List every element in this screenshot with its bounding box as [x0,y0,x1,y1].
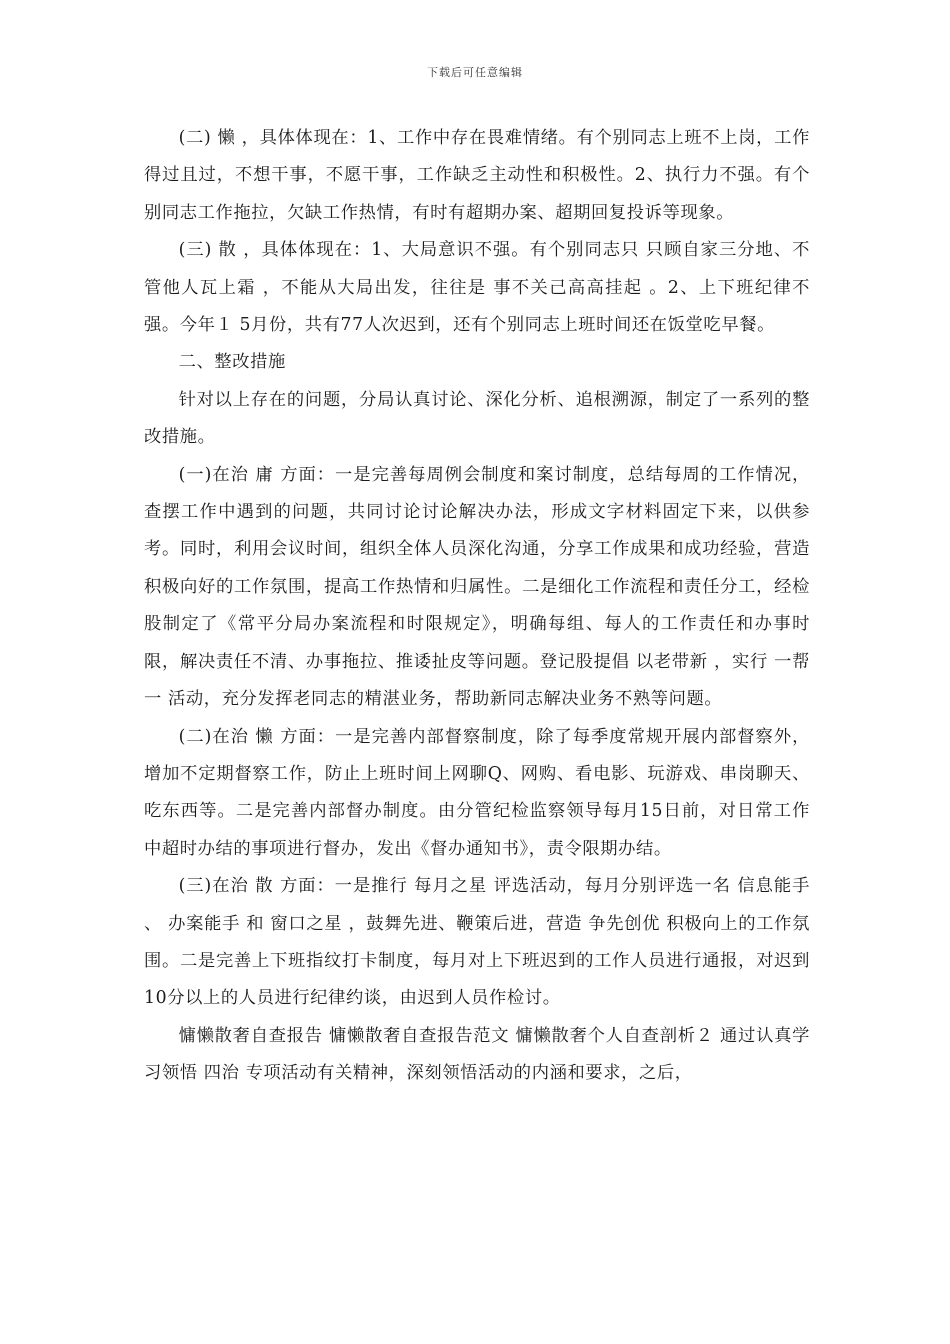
page-header: 下载后可任意编辑 [427,66,523,79]
paragraph-scattered-issue: (三) 散 ，具体体现在：1、大局意识不强。有个别同志只 只顾自家三分地、不管他人瓦上霜 ，不能从大局出发，往往是 事不关己高高挂起 。2、上下班纪律不强。今年１ 5月份，共有77人次迟到，还有个别同志上班时间还在饭堂吃早餐。 [144,240,810,336]
paragraph-measure-lazy: (二)在治 懒 方面：一是完善内部督察制度，除了每季度常规开展内部督察外，增加不定期督察工作，防止上班时间上网聊Q、网购、看电影、玩游戏、串岗聊天、吃东西等。二是完善内部督办制度。由分管纪检监察领导每月15日前，对日常工作中超时办结的事项进行督办，发出《督办通知书》，责令限期办结。 [144,726,810,859]
paragraph-lazy-issue: (二) 懒 ，具体体现在：1、工作中存在畏难情绪。有个别同志上班不上岗，工作得过且过，不想干事，不愿干事，工作缺乏主动性和积极性。2、执行力不强。有个别同志工作拖拉，欠缺工作热情，有时有超期办案、超期回复投诉等现象。 [144,128,810,223]
paragraph-measure-mediocre: (一)在治 庸 方面：一是完善每周例会制度和案讨制度，总结每周的工作情况，查摆工作中遇到的问题，共同讨论讨论解决办法，形成文字材料固定下来，以供参考。同时，利用会议时间，组织全体人员深化沟通，分享工作成果和成功经验，营造积极向好的工作氛围，提高工作热情和归属性。二是细化工作流程和责任分工，经检股制定了《常平分局办案流程和时限规定》，明确每组、每人的工作责任和办事时限，解决责任不清、办事拖拉、推诿扯皮等问题。登记股提倡 以老带新 ，实行 一帮一 活动，充分发挥老同志的精湛业务，帮助新同志解决业务不熟等问题。 [144,464,810,710]
paragraph-rectification-intro: 针对以上存在的问题，分局认真讨论、深化分析、追根溯源，制定了一系列的整改措施。 [144,389,810,448]
section-heading-rectification: 二、整改措施 [178,352,286,373]
paragraph-measure-scattered: (三)在治 散 方面：一是推行 每月之星 评选活动，每月分别评选一名 信息能手 、 办案能手 和 窗口之星 ，鼓舞先进、鞭策后进，营造 争先创优 积极向上的工作氛围。二是完善上下班指纹打卡制度，每月对上下班迟到的工作人员进行通报，对迟到10分以上的人员进行纪律约谈，由迟到人员作检讨。 [144,876,810,1009]
paragraph-report-continuation: 慵懒散奢自查报告 慵懒散奢自查报告范文 慵懒散奢个人自查剖析２ 通过认真学习领悟 四治 专项活动有关精神，深刻领悟活动的内涵和要求，之后， [144,1025,810,1084]
document-body [144,120,810,1093]
